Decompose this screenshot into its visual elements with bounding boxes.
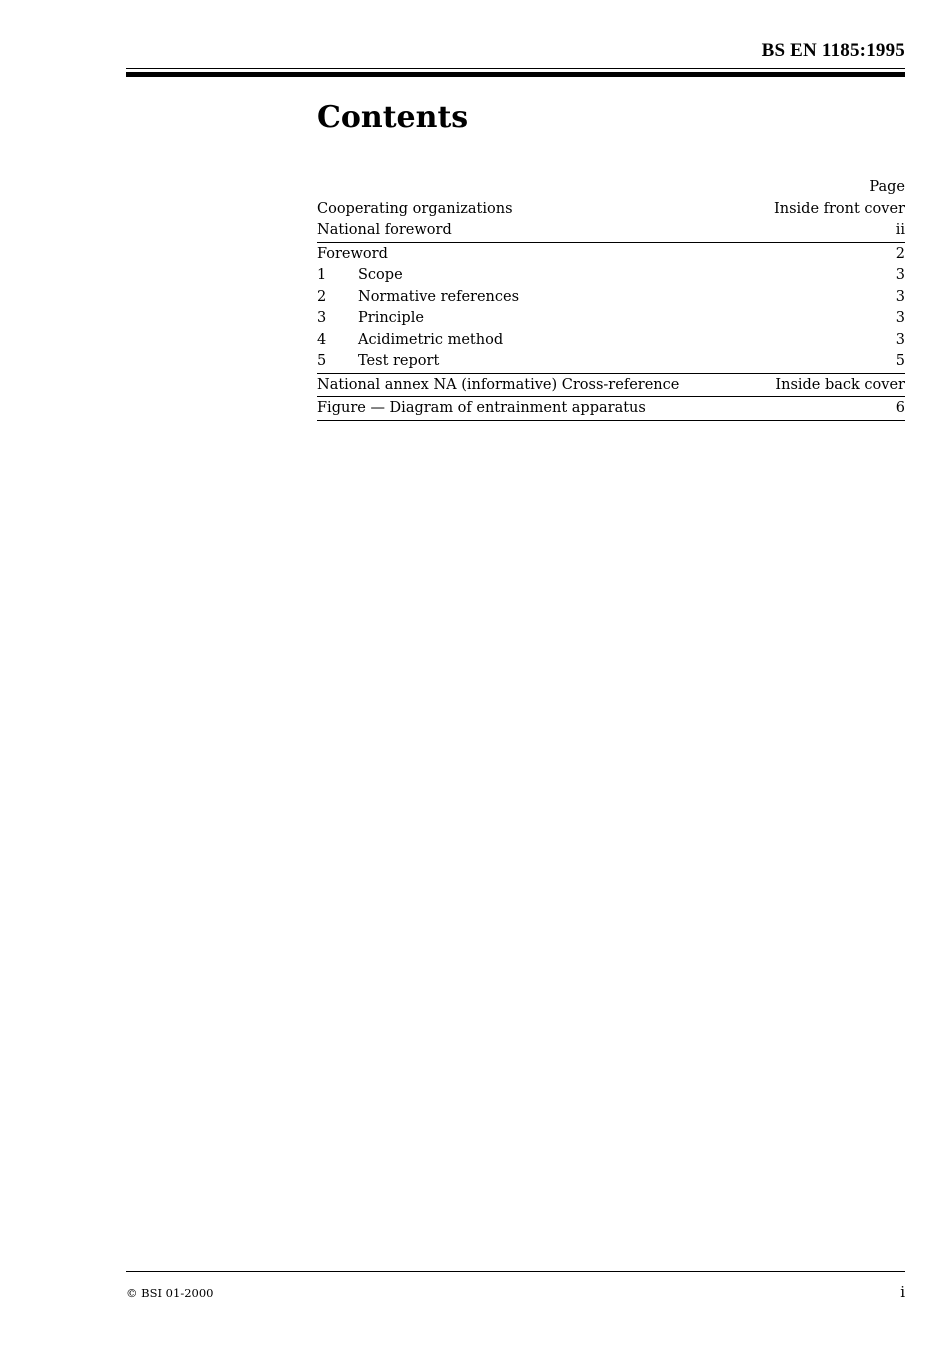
toc-entry[interactable] xyxy=(317,308,905,330)
toc-entry-number: 5 xyxy=(317,353,327,369)
toc-entry[interactable] xyxy=(317,351,905,374)
toc-entry-page: 6 xyxy=(895,400,905,416)
toc-entry[interactable] xyxy=(317,375,905,398)
toc-entry-page: 2 xyxy=(895,245,905,262)
toc-entry[interactable] xyxy=(317,220,905,243)
page-title: Contents xyxy=(317,100,469,135)
toc-entry-label: Normative references xyxy=(358,288,520,305)
toc-entry[interactable] xyxy=(317,244,905,266)
toc-entry-number: 2 xyxy=(317,288,327,305)
toc-entry-page: 3 xyxy=(895,267,905,283)
toc-entry[interactable] xyxy=(317,199,905,221)
toc-entry-page: 3 xyxy=(895,310,905,326)
toc-entry-page: 5 xyxy=(895,353,905,369)
toc-entry-label: Foreword xyxy=(317,245,388,262)
toc-entry-number: 3 xyxy=(317,310,327,326)
header-rule-thin xyxy=(126,68,905,69)
toc-entry[interactable] xyxy=(317,330,905,352)
toc-entry[interactable] xyxy=(317,287,905,309)
toc-entry-label: National annex NA (informative) Cross-reference xyxy=(317,376,680,393)
document-id: BS EN 1185:1995 xyxy=(761,40,905,61)
footer-rule xyxy=(126,1271,905,1272)
table-of-contents xyxy=(317,177,905,422)
toc-entry-label: Acidimetric method xyxy=(358,331,504,348)
toc-entry-number: 1 xyxy=(317,267,327,283)
toc-entry-page: 3 xyxy=(895,331,905,348)
toc-entry-page: Inside back cover xyxy=(775,376,905,393)
toc-entry-label: Figure — Diagram of entrainment apparatus xyxy=(317,400,646,416)
toc-page-header-row xyxy=(317,177,905,199)
toc-entry-label: Principle xyxy=(358,310,424,326)
toc-entry-page: Inside front cover xyxy=(774,200,905,217)
toc-entry[interactable] xyxy=(317,265,905,287)
toc-entry-label: Scope xyxy=(358,267,403,283)
toc-entry[interactable] xyxy=(317,398,905,421)
toc-entry-page: ii xyxy=(895,222,905,238)
header-rule-thick xyxy=(126,72,905,77)
footer-copyright: © BSI 01-2000 xyxy=(126,1286,214,1300)
toc-entry-label: Cooperating organizations xyxy=(317,200,513,217)
toc-page-column-header: Page xyxy=(869,179,905,195)
toc-entry-label: Test report xyxy=(358,353,440,369)
toc-entry-label: National foreword xyxy=(317,222,452,238)
footer-page-number: i xyxy=(900,1283,905,1301)
toc-entry-page: 3 xyxy=(895,288,905,305)
toc-entry-number: 4 xyxy=(317,331,327,348)
